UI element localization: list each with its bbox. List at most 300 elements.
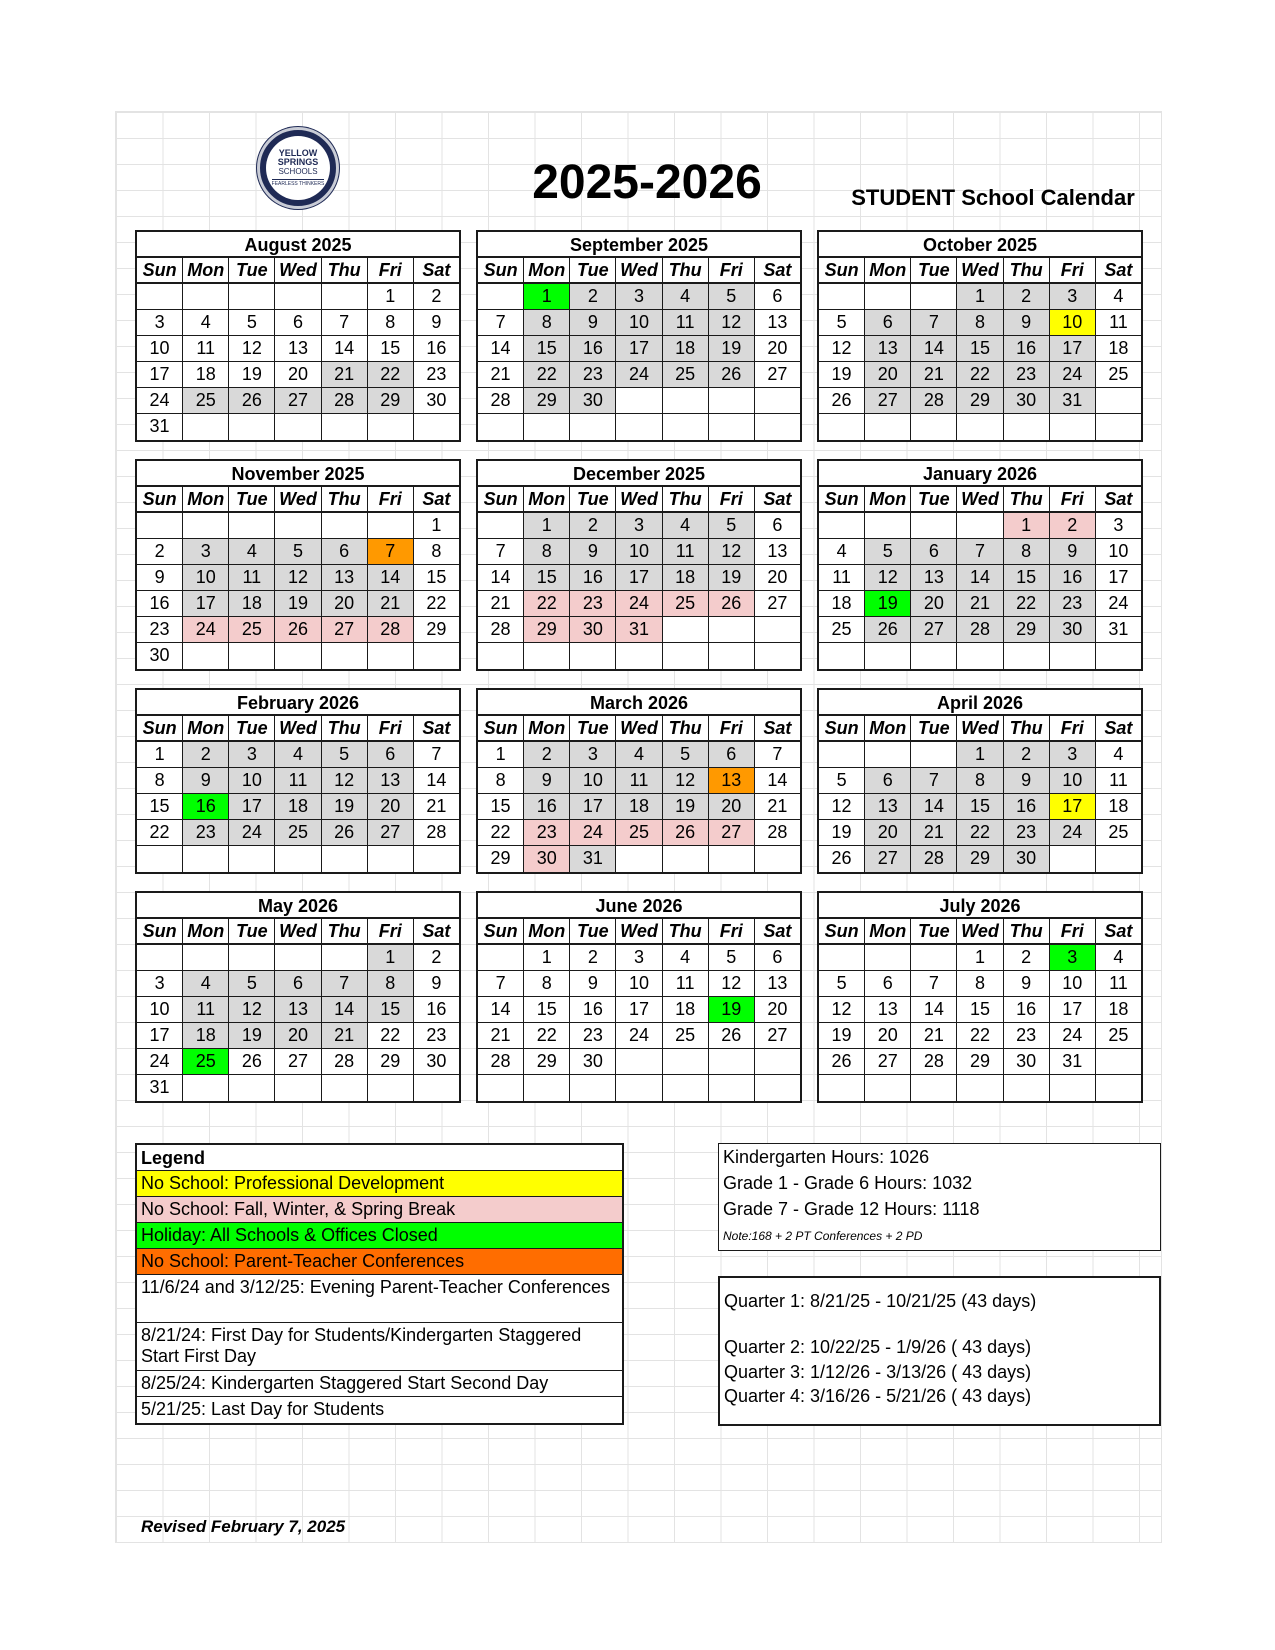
day-cell: 25 bbox=[183, 1049, 229, 1074]
weekday-header: Wed bbox=[957, 716, 1003, 740]
day-cell: 4 bbox=[1113, 744, 1124, 764]
day-cell bbox=[137, 945, 183, 970]
month-calendar bbox=[135, 459, 461, 671]
day-cell: 10 bbox=[616, 310, 662, 335]
day-cell bbox=[322, 945, 368, 970]
day-cell bbox=[524, 1075, 570, 1101]
day-cell: 1 bbox=[957, 284, 1003, 309]
week-row bbox=[819, 362, 1141, 388]
day-cell: 28 bbox=[322, 388, 368, 413]
day-cell: 24 bbox=[570, 820, 616, 845]
day-cell: 12 bbox=[663, 768, 709, 793]
day-cell bbox=[183, 846, 229, 872]
day-cell bbox=[911, 414, 957, 440]
day-cell: 26 bbox=[819, 1049, 865, 1074]
day-cell: 23 bbox=[570, 1023, 616, 1048]
day-cell bbox=[865, 945, 911, 970]
day-cell: 3 bbox=[616, 945, 662, 970]
day-cell bbox=[414, 846, 459, 872]
day-cell: 5 bbox=[709, 945, 755, 970]
month-calendar bbox=[476, 459, 802, 671]
day-cell: 8 bbox=[524, 310, 570, 335]
day-cell: 6 bbox=[911, 539, 957, 564]
week-row bbox=[137, 1023, 459, 1049]
day-cell bbox=[755, 1075, 800, 1101]
day-cell bbox=[570, 643, 616, 669]
day-cell bbox=[1096, 1075, 1141, 1101]
month-name: August 2025 bbox=[137, 232, 459, 258]
month-name: November 2025 bbox=[137, 461, 459, 487]
day-cell: 5 bbox=[322, 742, 368, 767]
weekday-header: Sun bbox=[137, 258, 183, 282]
day-cell: 22 bbox=[426, 593, 447, 613]
weekday-header: Sun bbox=[819, 487, 865, 511]
day-cell: 31 bbox=[137, 414, 183, 440]
day-cell: 18 bbox=[229, 591, 275, 616]
day-cell bbox=[183, 643, 229, 669]
day-cell: 16 bbox=[426, 999, 447, 1019]
day-cell bbox=[911, 643, 957, 669]
day-cell: 26 bbox=[322, 820, 368, 845]
week-row bbox=[478, 362, 800, 388]
day-cell: 5 bbox=[275, 539, 321, 564]
weekday-header: Mon bbox=[865, 716, 911, 740]
day-cell: 13 bbox=[865, 997, 911, 1022]
day-cell: 27 bbox=[322, 617, 368, 642]
weekday-header: Mon bbox=[524, 919, 570, 943]
day-cell: 29 bbox=[1004, 617, 1050, 642]
day-cell bbox=[865, 643, 911, 669]
week-row bbox=[478, 591, 800, 617]
day-cell bbox=[229, 414, 275, 440]
day-cell: 3 bbox=[570, 742, 616, 767]
day-cell: 22 bbox=[957, 362, 1003, 387]
week-row bbox=[819, 1049, 1141, 1075]
calendar-subtitle: STUDENT School Calendar bbox=[851, 185, 1135, 210]
day-cell: 15 bbox=[368, 336, 414, 361]
week-row bbox=[819, 336, 1141, 362]
weekday-header: Fri bbox=[1050, 716, 1096, 740]
day-cell: 14 bbox=[426, 770, 447, 790]
weekday-header: Tue bbox=[911, 258, 957, 282]
weekday-header: Mon bbox=[865, 487, 911, 511]
weekday-header: Tue bbox=[570, 487, 616, 511]
day-cell: 25 bbox=[183, 388, 229, 413]
day-cell bbox=[819, 945, 865, 970]
day-cell: 22 bbox=[524, 1023, 570, 1048]
weekday-header: Sat bbox=[1104, 260, 1133, 280]
day-cell: 13 bbox=[275, 336, 321, 361]
day-cell bbox=[1050, 846, 1096, 872]
day-cell bbox=[709, 1049, 755, 1074]
day-cell bbox=[478, 414, 524, 440]
day-cell: 5 bbox=[709, 284, 755, 309]
day-cell bbox=[709, 846, 755, 872]
day-cell: 18 bbox=[819, 591, 865, 616]
day-cell: 3 bbox=[1050, 742, 1096, 767]
day-cell: 25 bbox=[1108, 364, 1129, 384]
day-cell: 4 bbox=[819, 539, 865, 564]
day-cell bbox=[663, 1049, 709, 1074]
day-cell: 27 bbox=[275, 388, 321, 413]
day-cell: 26 bbox=[819, 388, 865, 413]
day-cell bbox=[368, 513, 414, 538]
weekday-header: Sat bbox=[422, 718, 451, 738]
day-cell: 23 bbox=[1004, 1023, 1050, 1048]
weekday-header: Thu bbox=[663, 258, 709, 282]
day-cell: 9 bbox=[570, 971, 616, 996]
day-cell: 6 bbox=[275, 310, 321, 335]
day-cell bbox=[709, 617, 755, 642]
day-cell: 6 bbox=[709, 742, 755, 767]
weekday-header: Thu bbox=[322, 487, 368, 511]
week-row bbox=[819, 388, 1141, 414]
day-cell: 2 bbox=[431, 947, 442, 967]
week-row bbox=[478, 643, 800, 669]
month-name: July 2026 bbox=[819, 893, 1141, 919]
week-row bbox=[819, 768, 1141, 794]
day-cell: 1 bbox=[368, 284, 414, 309]
week-row bbox=[819, 539, 1141, 565]
weekday-header: Mon bbox=[183, 258, 229, 282]
legend-holiday: Holiday: All Schools & Offices Closed bbox=[137, 1223, 622, 1249]
weekday-header: Wed bbox=[616, 487, 662, 511]
day-cell: 8 bbox=[478, 768, 524, 793]
day-cell: 21 bbox=[322, 1023, 368, 1048]
weekday-header-row bbox=[137, 487, 459, 513]
day-cell bbox=[709, 1075, 755, 1101]
day-cell: 21 bbox=[911, 1023, 957, 1048]
day-cell bbox=[819, 742, 865, 767]
day-cell: 23 bbox=[137, 617, 183, 642]
day-cell: 13 bbox=[322, 565, 368, 590]
month-name: February 2026 bbox=[137, 690, 459, 716]
day-cell: 4 bbox=[183, 971, 229, 996]
month-name: January 2026 bbox=[819, 461, 1141, 487]
quarter-2: Quarter 2: 10/22/25 - 1/9/26 ( 43 days) bbox=[724, 1337, 1032, 1357]
day-cell bbox=[229, 945, 275, 970]
day-cell: 21 bbox=[322, 362, 368, 387]
day-cell: 15 bbox=[478, 794, 524, 819]
day-cell: 10 bbox=[1050, 971, 1096, 996]
day-cell bbox=[957, 414, 1003, 440]
day-cell: 27 bbox=[911, 617, 957, 642]
day-cell: 30 bbox=[1050, 617, 1096, 642]
month-name: May 2026 bbox=[137, 893, 459, 919]
day-cell bbox=[1096, 643, 1141, 669]
week-row bbox=[137, 794, 459, 820]
day-cell: 23 bbox=[1004, 362, 1050, 387]
day-cell bbox=[1096, 414, 1141, 440]
weekday-header: Wed bbox=[957, 487, 1003, 511]
day-cell: 13 bbox=[709, 768, 755, 793]
weekday-header-row bbox=[819, 258, 1141, 284]
day-cell: 11 bbox=[616, 768, 662, 793]
day-cell: 9 bbox=[431, 973, 442, 993]
week-row bbox=[478, 742, 800, 768]
month-name: March 2026 bbox=[478, 690, 800, 716]
week-row bbox=[478, 1023, 800, 1049]
day-cell: 19 bbox=[709, 565, 755, 590]
week-row bbox=[137, 742, 459, 768]
day-cell bbox=[368, 846, 414, 872]
weekday-header: Sat bbox=[422, 921, 451, 941]
day-cell: 15 bbox=[426, 567, 447, 587]
day-cell: 26 bbox=[865, 617, 911, 642]
weekday-header: Mon bbox=[524, 487, 570, 511]
day-cell: 17 bbox=[1050, 794, 1096, 819]
day-cell: 31 bbox=[616, 617, 662, 642]
day-cell bbox=[663, 388, 709, 413]
day-cell: 14 bbox=[911, 336, 957, 361]
day-cell: 14 bbox=[478, 997, 524, 1022]
day-cell: 9 bbox=[137, 565, 183, 590]
day-cell: 31 bbox=[137, 1075, 183, 1101]
day-cell bbox=[478, 643, 524, 669]
day-cell: 25 bbox=[819, 617, 865, 642]
legend-table bbox=[135, 1143, 624, 1425]
day-cell: 31 bbox=[1050, 1049, 1096, 1074]
day-cell: 9 bbox=[1050, 539, 1096, 564]
day-cell bbox=[183, 414, 229, 440]
weekday-header: Fri bbox=[709, 258, 755, 282]
day-cell: 31 bbox=[1050, 388, 1096, 413]
weekday-header: Tue bbox=[570, 258, 616, 282]
week-row bbox=[137, 310, 459, 336]
week-row bbox=[478, 820, 800, 846]
day-cell: 8 bbox=[957, 768, 1003, 793]
day-cell: 20 bbox=[322, 591, 368, 616]
day-cell: 5 bbox=[229, 971, 275, 996]
day-cell: 8 bbox=[431, 541, 442, 561]
day-cell: 14 bbox=[478, 336, 524, 361]
day-cell: 16 bbox=[137, 591, 183, 616]
weekday-header: Thu bbox=[663, 716, 709, 740]
week-row bbox=[137, 336, 459, 362]
day-cell bbox=[183, 1075, 229, 1101]
weekday-header: Thu bbox=[1004, 258, 1050, 282]
day-cell: 12 bbox=[819, 336, 865, 361]
day-cell: 10 bbox=[616, 971, 662, 996]
day-cell: 24 bbox=[616, 362, 662, 387]
day-cell: 20 bbox=[767, 999, 788, 1019]
week-row bbox=[819, 1075, 1141, 1101]
day-cell: 9 bbox=[183, 768, 229, 793]
day-cell bbox=[275, 284, 321, 309]
week-row bbox=[819, 820, 1141, 846]
day-cell: 3 bbox=[616, 284, 662, 309]
weekday-header: Wed bbox=[275, 919, 321, 943]
week-row bbox=[819, 513, 1141, 539]
day-cell: 16 bbox=[1050, 565, 1096, 590]
day-cell: 28 bbox=[478, 388, 524, 413]
day-cell bbox=[865, 1075, 911, 1101]
weekday-header-row bbox=[137, 716, 459, 742]
weekday-header: Tue bbox=[229, 919, 275, 943]
day-cell: 11 bbox=[183, 336, 229, 361]
day-cell: 28 bbox=[911, 388, 957, 413]
day-cell: 11 bbox=[663, 971, 709, 996]
day-cell: 6 bbox=[865, 310, 911, 335]
day-cell: 18 bbox=[183, 362, 229, 387]
day-cell: 23 bbox=[183, 820, 229, 845]
day-cell: 30 bbox=[1004, 388, 1050, 413]
day-cell: 10 bbox=[137, 997, 183, 1022]
day-cell bbox=[322, 643, 368, 669]
day-cell bbox=[1096, 846, 1141, 872]
day-cell: 20 bbox=[865, 1023, 911, 1048]
day-cell: 15 bbox=[957, 336, 1003, 361]
day-cell: 16 bbox=[570, 997, 616, 1022]
day-cell: 24 bbox=[1050, 820, 1096, 845]
day-cell: 16 bbox=[183, 794, 229, 819]
day-cell: 10 bbox=[1050, 768, 1096, 793]
day-cell bbox=[478, 284, 524, 309]
day-cell: 11 bbox=[663, 310, 709, 335]
weekday-header: Mon bbox=[183, 919, 229, 943]
day-cell: 3 bbox=[137, 310, 183, 335]
day-cell: 27 bbox=[865, 1049, 911, 1074]
day-cell bbox=[524, 414, 570, 440]
day-cell: 17 bbox=[616, 997, 662, 1022]
week-row bbox=[478, 388, 800, 414]
week-row bbox=[137, 388, 459, 414]
day-cell: 20 bbox=[368, 794, 414, 819]
weekday-header: Wed bbox=[957, 258, 1003, 282]
day-cell: 11 bbox=[1109, 770, 1128, 790]
day-cell bbox=[755, 643, 800, 669]
month-name: December 2025 bbox=[478, 461, 800, 487]
grade-7-12-hours: Grade 7 - Grade 12 Hours: 1118 bbox=[723, 1199, 980, 1219]
day-cell: 22 bbox=[524, 591, 570, 616]
day-cell: 17 bbox=[616, 565, 662, 590]
day-cell: 5 bbox=[709, 513, 755, 538]
legend-note-kindergarten-second-day: 8/25/24: Kindergarten Staggered Start Second Day bbox=[137, 1371, 622, 1397]
day-cell: 16 bbox=[570, 565, 616, 590]
day-cell bbox=[137, 284, 183, 309]
legend-parent-teacher-conferences: No School: Parent-Teacher Conferences bbox=[137, 1249, 622, 1275]
day-cell: 12 bbox=[229, 336, 275, 361]
day-cell: 28 bbox=[322, 1049, 368, 1074]
week-row bbox=[819, 846, 1141, 872]
day-cell: 18 bbox=[663, 565, 709, 590]
day-cell: 27 bbox=[865, 846, 911, 872]
day-cell: 10 bbox=[183, 565, 229, 590]
day-cell bbox=[911, 742, 957, 767]
day-cell bbox=[414, 643, 459, 669]
day-cell bbox=[911, 284, 957, 309]
week-row bbox=[478, 617, 800, 643]
week-row bbox=[478, 1075, 800, 1101]
day-cell: 12 bbox=[709, 539, 755, 564]
day-cell bbox=[911, 513, 957, 538]
day-cell: 5 bbox=[663, 742, 709, 767]
month-name: June 2026 bbox=[478, 893, 800, 919]
day-cell: 15 bbox=[524, 336, 570, 361]
day-cell: 30 bbox=[1004, 1049, 1050, 1074]
day-cell bbox=[616, 1049, 662, 1074]
day-cell: 20 bbox=[275, 1023, 321, 1048]
grade-1-6-hours: Grade 1 - Grade 6 Hours: 1032 bbox=[723, 1173, 973, 1193]
day-cell: 29 bbox=[368, 1049, 414, 1074]
day-cell: 12 bbox=[819, 794, 865, 819]
day-cell: 1 bbox=[431, 515, 442, 535]
day-cell: 9 bbox=[524, 768, 570, 793]
week-row bbox=[819, 643, 1141, 669]
weekday-header: Thu bbox=[663, 919, 709, 943]
day-cell: 14 bbox=[322, 336, 368, 361]
weekday-header: Sat bbox=[1104, 718, 1133, 738]
day-cell: 7 bbox=[431, 744, 442, 764]
weekday-header: Tue bbox=[911, 487, 957, 511]
kindergarten-hours: Kindergarten Hours: 1026 bbox=[723, 1147, 930, 1167]
day-cell: 15 bbox=[524, 565, 570, 590]
day-cell: 13 bbox=[275, 997, 321, 1022]
weekday-header: Sat bbox=[422, 489, 451, 509]
weekday-header: Sun bbox=[819, 919, 865, 943]
week-row bbox=[137, 643, 459, 669]
day-cell: 19 bbox=[709, 997, 755, 1022]
weekday-header: Tue bbox=[911, 716, 957, 740]
day-cell: 16 bbox=[1004, 997, 1050, 1022]
weekday-header: Sat bbox=[763, 260, 792, 280]
day-cell: 1 bbox=[524, 945, 570, 970]
day-cell: 26 bbox=[275, 617, 321, 642]
day-cell bbox=[368, 643, 414, 669]
day-cell: 3 bbox=[1113, 515, 1124, 535]
day-cell: 3 bbox=[137, 971, 183, 996]
day-cell bbox=[616, 643, 662, 669]
day-cell: 11 bbox=[229, 565, 275, 590]
weekday-header: Fri bbox=[709, 716, 755, 740]
day-cell: 16 bbox=[1004, 336, 1050, 361]
weekday-header: Sun bbox=[137, 716, 183, 740]
day-cell bbox=[819, 643, 865, 669]
day-cell: 20 bbox=[865, 362, 911, 387]
weekday-header: Tue bbox=[570, 919, 616, 943]
day-cell: 16 bbox=[524, 794, 570, 819]
day-cell bbox=[663, 643, 709, 669]
day-cell: 21 bbox=[368, 591, 414, 616]
weekday-header: Sat bbox=[763, 489, 792, 509]
day-cell bbox=[755, 617, 800, 642]
day-cell bbox=[1004, 643, 1050, 669]
weekday-header: Mon bbox=[865, 258, 911, 282]
day-cell: 7 bbox=[911, 310, 957, 335]
day-cell: 21 bbox=[911, 362, 957, 387]
day-cell: 22 bbox=[957, 1023, 1003, 1048]
day-cell: 16 bbox=[1004, 794, 1050, 819]
day-cell: 20 bbox=[767, 338, 788, 358]
week-row bbox=[478, 310, 800, 336]
day-cell: 13 bbox=[767, 973, 788, 993]
day-cell: 7 bbox=[322, 310, 368, 335]
day-cell bbox=[709, 643, 755, 669]
day-cell: 17 bbox=[137, 1023, 183, 1048]
day-cell: 1 bbox=[957, 742, 1003, 767]
day-cell bbox=[819, 513, 865, 538]
week-row bbox=[478, 565, 800, 591]
day-cell: 12 bbox=[322, 768, 368, 793]
day-cell: 18 bbox=[1108, 338, 1129, 358]
week-row bbox=[137, 997, 459, 1023]
day-cell: 22 bbox=[1004, 591, 1050, 616]
day-cell: 29 bbox=[957, 1049, 1003, 1074]
quarter-4: Quarter 4: 3/16/26 - 5/21/26 ( 43 days) bbox=[724, 1386, 1032, 1406]
weekday-header-row bbox=[819, 919, 1141, 945]
day-cell: 28 bbox=[911, 846, 957, 872]
day-cell: 2 bbox=[570, 945, 616, 970]
